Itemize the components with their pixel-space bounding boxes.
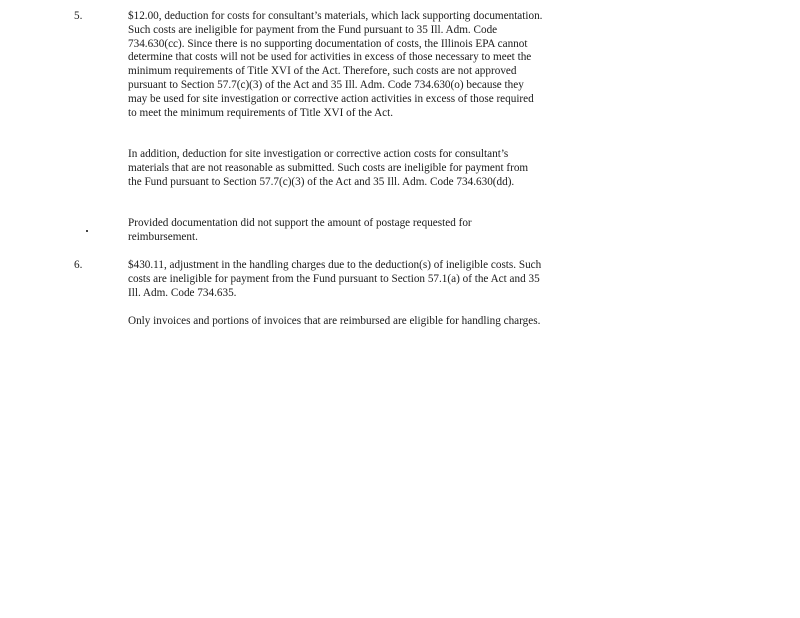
item-5-paragraph-1: $12.00, deduction for costs for consultant’s materials, which lack supporting documentation. Such costs are ineligible for payment from the Fund pursuant to 35 Ill. Adm. Code 734.630(cc). Since there is no supporting documentation of costs, the Illinois EPA cannot determine that costs will not be used for activities in excess of those necessary to meet the minimum requirements of Title XVI of the Act. Therefore, such costs are not approved pursuant to Section 57.7(c)(3) of the Act and 35 Ill. Adm. Code 734.630(o) because they may be used for site investigation or corrective action activities in excess of those required to meet the minimum requirements of Title XVI of the Act. [128,10,543,119]
item-number-6: 6. [74,259,83,271]
stray-scan-mark [86,230,88,232]
item-5-paragraph-2: In addition, deduction for site investigation or corrective action costs for consultant’s materials that are not reasonable as submitted. Such costs are ineligible for payment from the Fund pursuant to Section 57.7(c)(3) of the Act and 35 Ill. Adm. Code 734.630(dd). [128,148,529,188]
item-6-paragraph-1: $430.11, adjustment in the handling charges due to the deduction(s) of ineligible costs. Such costs are ineligible for payment from the Fund pursuant to Section 57.1(a) of the Act and 35 Ill. Adm. Code 734.635. [128,259,542,299]
item-number-5: 5. [74,10,83,22]
item-6-paragraph-2: Only invoices and portions of invoices that are reimbursed are eligible for handling charges. [128,315,541,327]
item-5-paragraph-3: Provided documentation did not support the amount of postage requested for reimbursement. [128,217,472,243]
